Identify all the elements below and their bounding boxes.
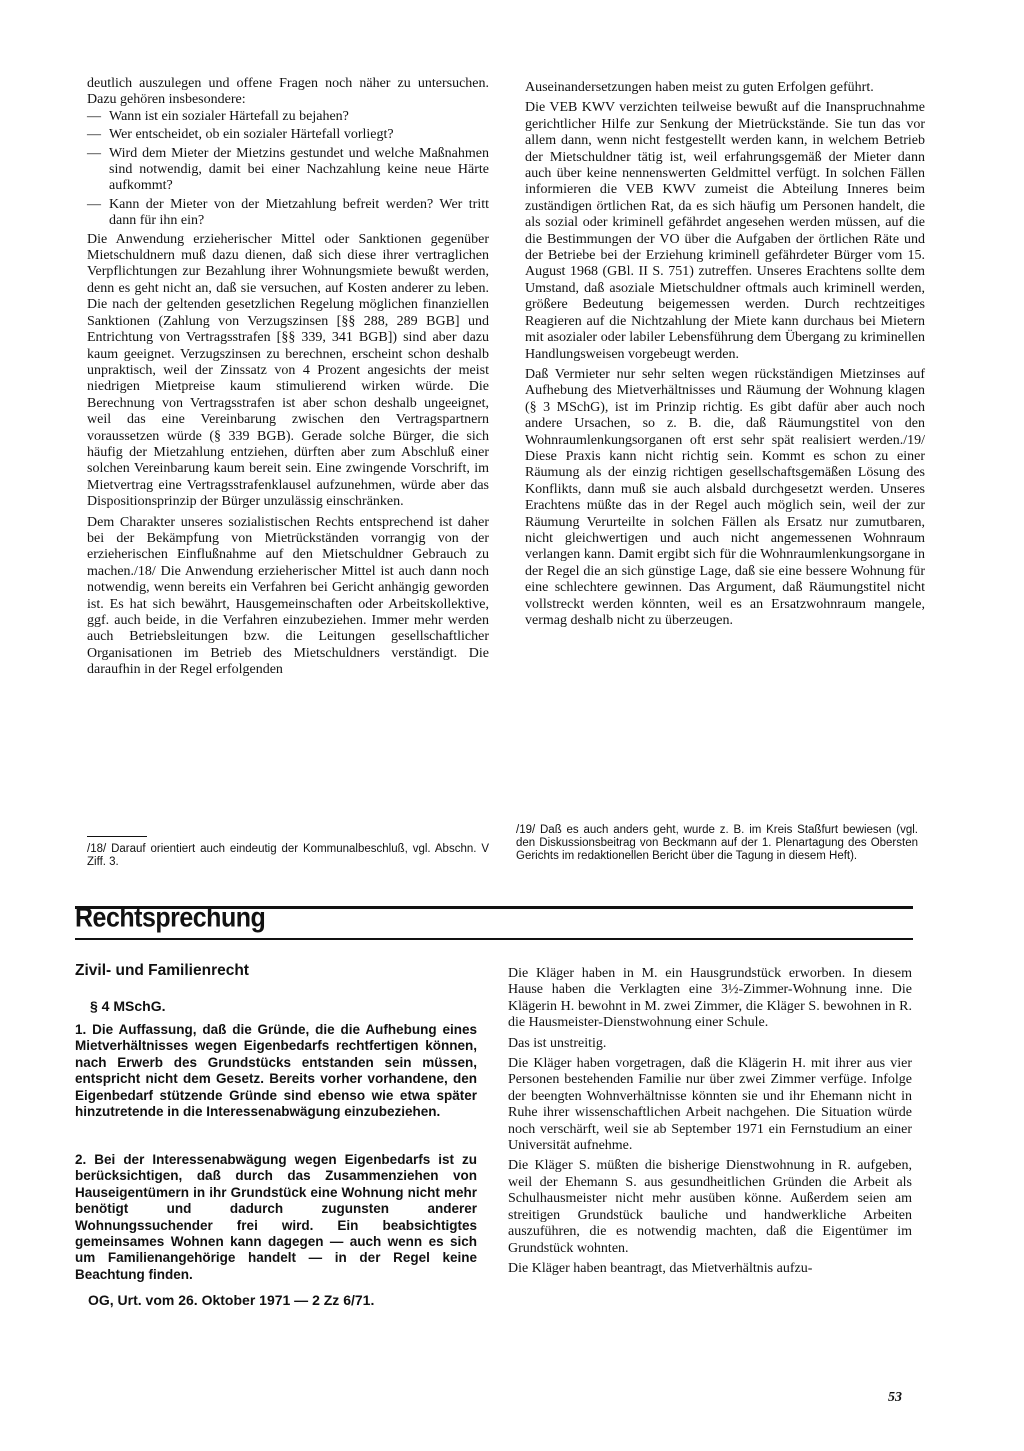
judgment-paragraph: Die Kläger haben vorgetragen, daß die Klägerin H. mit ihrer aus vier Personen bestehenden Familie nur über zwei Zimmer verfüge. Infolge der beengten Wohnverhältnisse könnten sie und ihr Ehemann nicht in Ruhe ihrer wissenschaftlichen Arbeit nachgehen. Die Situation würde noch verschärft, weil sie ab September 1971 ein Fernstudium an einer Universität aufnehme.: [508, 1056, 912, 1154]
page-number: 53: [888, 1390, 902, 1405]
judgment-paragraph: Die Kläger haben in M. ein Hausgrundstück erworben. In diesem Hause haben die Verklagten eine 3½-Zimmer-Wohnung inne. Die Klägerin H. bewohnt in M. zwei Zimmer, die Kläger S. bewohnen in R. die Hausmeister-Dienstwohnung einer Schule.: [508, 966, 912, 1031]
judgment-paragraph: Die Kläger S. müßten die bisherige Dienstwohnung in R. aufgeben, weil der Ehemann S. aus gesundheitlichen Gründen die Arbeit als Schulhausmeister nicht mehr ausüben könne. Außerdem seien am streitigen Grundstück bauliche und handwerkliche Arbeiten auszuführen, die es notwendig machten, daß die Eigentümer im Grundstück wohnten.: [508, 1158, 912, 1256]
section-subtitle: Zivil- und Familienrecht: [75, 962, 249, 979]
article-column-right: [525, 80, 925, 633]
list-item: — Wird dem Mieter der Mietzins gestundet und welche Maßnahmen sind notwendig, damit bei einer Nachzahlung keine neue Härte aufkommt?: [87, 146, 489, 195]
paragraph-sanktionen: Die Anwendung erzieherischer Mittel oder Sanktionen gegenüber Mietschuldnern muß dazu dienen, daß sich diese ihrer vertraglichen Verpflichtungen zur Bezahlung ihrer Wohnungsmiete bewußt werden, denn es geht nicht an, daß sie versuchen, auf Kosten anderer zu leben. Die nach der geltenden gesetzlichen Regelung möglichen finanziellen Sanktionen (Zahlung von Verzugszinsen [§§ 288, 289 BGB] und Entrichtung von Vertragsstrafen [§§ 339, 341 BGB]) sind aber dazu kaum geeignet. Verzugszinsen zu berechnen, erscheint schon deshalb unpraktisch, weil der Zinssatz von 4 Prozent angesichts der meist niedrigen Mietpreise kaum stimulierend wirken würde. Die Berechnung von Vertragsstrafen ist aber schon deshalb ungeeignet, weil das eine Vereinbarung zwischen den Vertragspartnern voraussetzen würde (§ 339 BGB). Gerade solche Bürger, die sich häufig der Mietzahlung entziehen, dürften aber zum Abschluß einer solchen Vereinbarung kaum bereit sein. Eine zwingende Vorschrift, im Mietvertrag eine Vertragsstrafenklausel aufzunehmen, würde aber das Dispositionsprinzip der Bürger unzulässig einschränken.: [87, 231, 489, 510]
judgment-paragraph: Das ist unstreitig.: [508, 1035, 607, 1051]
list-item: — Kann der Mieter von der Mietzahlung befreit werden? Wer tritt dann für ihn ein?: [87, 197, 489, 230]
headnote-2: 2. Bei der Interessenabwägung wegen Eigenbedarfs ist zu berücksichtigen, daß durch das Zusammenziehen von Hauseigentümern in ihr Grundstück eine Wohnung nicht mehr benötigt und dadurch zugunsten anderer Wohnungssuchender frei wird. Ein beabsichtigtes gemeinsames Wohnen kann dagegen — auch wenn es sich um Familienangehörige handelt — in der Regel keine Beachtung finden.: [75, 1152, 477, 1282]
footnote-rule-left: [87, 836, 147, 837]
list-item: — Wer entscheidet, ob ein sozialer Härtefall vorliegt?: [87, 127, 489, 143]
footnote-18: /18/ Darauf orientiert auch eindeutig der Kommunalbeschluß, vgl. Abschn. V Ziff. 3.: [87, 843, 489, 868]
section-rule-bottom: [75, 938, 913, 940]
judgment-paragraph: Die Kläger haben beantragt, das Mietverhältnis aufzu-: [508, 1260, 813, 1276]
paragraph-kwv: Die VEB KWV verzichten teilweise bewußt auf die Inanspruchnahme gerichtlicher Hilfe zur Senkung der Mietrückstände. Sie tun das vor allem dann, wenn nicht festgestellt werden kann, in welchem Betrieb der Mietschuldner tätig ist, weil erfahrungsgemäß der Mieter dann auch über keine nennenswerten Geldmittel verfügt. In solchen Fällen informieren die VEB KWV zumeist die Abteilung Inneres beim zuständigen örtlichen Rat, da es sich häufig um Personen handelt, die als sozial oder kriminell gefährdet angesehen werden müssen, auf die die Bestimmungen der VO über die Aufgaben der örtlichen Räte und der Betriebe bei der Erziehung kriminell gefährdeter Bürger vom 15. August 1968 (GBl. II S. 751) zutreffen. Unseres Erachtens sollte dem Umstand, daß asoziale Mietschuldner oftmals auch kriminell werden, größere Bedeutung beigemessen werden. Durch rechtzeitiges Reagieren auf die Nichtzahlung der Miete kann durchaus bei Mietern mit asozialer oder labiler Lebensführung dem Übergang zu kriminellen Handlungsweisen vorgebeugt werden.: [525, 100, 925, 362]
paragraph-intro: deutlich auszulegen und offene Fragen noch näher zu untersuchen. Dazu gehören insbesondere:: [87, 76, 489, 108]
paragraph-vermieter: Daß Vermieter nur sehr selten wegen rückständigen Mietzinses auf Aufhebung des Mietverhältnisses und Räumung der Wohnung klagen (§ 3 MSchG), ist im Prinzip richtig. Es gibt dafür aber auch noch andere Ursachen, so z. B. die, daß Räumungstitel von den Wohnraumlenkungsorganen oft erst sehr spät realisiert werden./19/ Diese Praxis kann nicht richtig sein. Kommt es schon zu einer Räumung als der einzig richtigen gesellschaftsgemäßen Lösung des Konflikts, dann muß sie auch alsbald durchgesetzt werden. Unseres Erachtens müßte das in der Regel auch möglich sein, weil der zur Räumung Verurteilte in solchen Fällen als Ersatz nur zumutbaren, nicht gleichwertigen und auch nicht angemessenen Wohnraum verlangen kann. Damit ergibt sich für die Wohnraumlenkungsorgane in der Regel die an sich günstige Lage, daß sie eine bessere Wohnung für eine schlechtere gewinnen. Das Argument, daß Räumungstitel nicht vollstreckt werden könnten, weil es an Ersatzwohnraum mangele, vermag deshalb nicht zu überzeugen.: [525, 366, 925, 628]
court-citation: OG, Urt. vom 26. Oktober 1971 — 2 Zz 6/71.: [88, 1292, 375, 1308]
paragraph-charakter: Dem Charakter unseres sozialistischen Rechts entsprechend ist daher bei der Bekämpfung von Mietrückständen vorrangig von der erzieherischen Einflußnahme auf den Mietschuldner Gebrauch zu machen./18/ Die Anwendung erzieherischer Mittel ist auch dann noch notwendig, wenn bereits ein Verfahren bei Gericht anhängig geworden ist. Es hat sich bewährt, Hausgemeinschaften oder Arbeitskollektive, ggf. auch beide, in die Verfahren einzubeziehen. Immer mehr werden auch Betriebsleitungen bzw. die Leitungen gesellschaftlicher Organisationen im Betrieb des Mietschuldners verständigt. Die daraufhin in der Regel erfolgenden: [87, 514, 489, 678]
paragraph-continued: Auseinandersetzungen haben meist zu guten Erfolgen geführt.: [525, 80, 874, 95]
question-list: [87, 109, 489, 230]
article-column-left: [87, 76, 489, 683]
headnote-1: 1. Die Auffassung, daß die Gründe, die die Aufhebung eines Mietverhältnisses wegen Eigenbedarfs rechtfertigen können, nach Erwerb des Grundstücks entstanden sein müssen, entspricht nicht dem Gesetz. Bereits vorher vorhandene, den Eigenbedarf stützende Gründe sind ebenso wie etwa später hinzutretende in die Interessenabwägung einzubeziehen.: [75, 1022, 477, 1120]
law-reference: § 4 MSchG.: [90, 998, 166, 1014]
footnote-19: /19/ Daß es auch anders geht, wurde z. B. im Kreis Staßfurt bewiesen (vgl. den Diskussionsbeitrag von Beckmann auf der 1. Plenartagung des Obersten Gerichts im redaktionellen Bericht über die Tagung in diesem Heft).: [516, 824, 918, 862]
list-item: — Wann ist ein sozialer Härtefall zu bejahen?: [87, 109, 489, 125]
judgment-column-right: [508, 966, 912, 1281]
section-title: Rechtsprechung: [75, 902, 266, 934]
